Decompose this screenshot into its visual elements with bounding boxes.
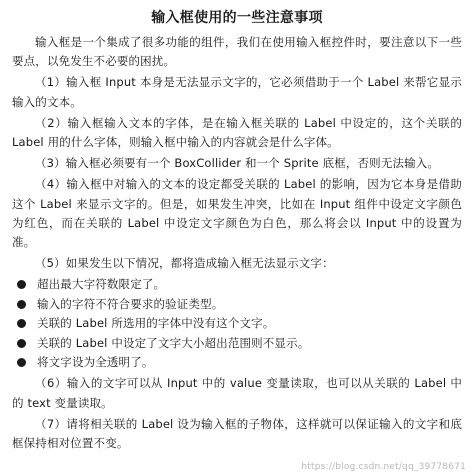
bullet-dot-icon	[17, 319, 26, 328]
point-1-paragraph: （1）输入框 Input 本身是无法显示文字的，它必须借助于一个 Label 来帮它显示输入的文本。	[12, 75, 462, 109]
bullet-item	[12, 353, 462, 372]
bullet-dot-icon	[17, 339, 26, 348]
bullet-list	[12, 275, 462, 372]
document-title: 输入框使用的一些注意事项	[151, 10, 323, 26]
bullet-item	[12, 334, 462, 353]
bullet-text: 超出最大字符数限定了。	[37, 277, 166, 292]
point-5-paragraph: （5）如果发生以下情况，都将造成输入框无法显示文字：	[35, 256, 334, 271]
point-4-paragraph: （4）输入框中对输入的文本的设定都受关联的 Label 的影响，因为它本身是借助这个 Label 来显示文字的。但是，如果发生冲突，比如在 Input 组件中设定文字颜色为红色，而在关联的 Label 中设定文字颜色为白色，那么将会以 Input 中的设置为准。	[12, 177, 462, 250]
bullet-text: 将文字设为全透明了。	[37, 355, 154, 370]
bullet-text: 输入的字符不符合要求的验证类型。	[37, 296, 224, 311]
bullet-text: 关联的 Label 所选用的字体中没有这个文字。	[37, 316, 275, 331]
bullet-dot-icon	[17, 280, 26, 289]
watermark-url: https://blog.csdn.net/qq_39778671	[301, 462, 466, 472]
bullet-item	[12, 275, 462, 294]
bullet-text: 关联的 Label 中设定了文字大小超出范围则不显示。	[37, 335, 310, 350]
bullet-item	[12, 314, 462, 333]
bullet-item	[12, 295, 462, 314]
bullet-dot-icon	[17, 358, 26, 367]
intro-paragraph: 输入框是一个集成了很多功能的组件，我们在使用输入框控件时，要注意以下一些要点，以免发生不必要的困扰。	[12, 35, 462, 69]
point-7-paragraph: （7）请将相关联的 Label 设为输入框的子物体，这样就可以保证输入的文字和底框保持相对位置不变。	[12, 416, 462, 451]
point-3-paragraph: （3）输入框必须要有一个 BoxCollider 和一个 Sprite 底框，否则无法输入。	[35, 156, 440, 171]
bullet-dot-icon	[17, 300, 26, 309]
point-6-paragraph: （6）输入的文字可以从 Input 中的 value 变量读取，也可以从关联的 Label 中的 text 变量读取。	[12, 376, 462, 410]
point-2-paragraph: （2）输入框输入文本的字体，是在输入框关联的 Label 中设定的，这个关联的 Label 用的什么字体，则输入框中输入的内容就会是什么字体。	[12, 115, 462, 150]
